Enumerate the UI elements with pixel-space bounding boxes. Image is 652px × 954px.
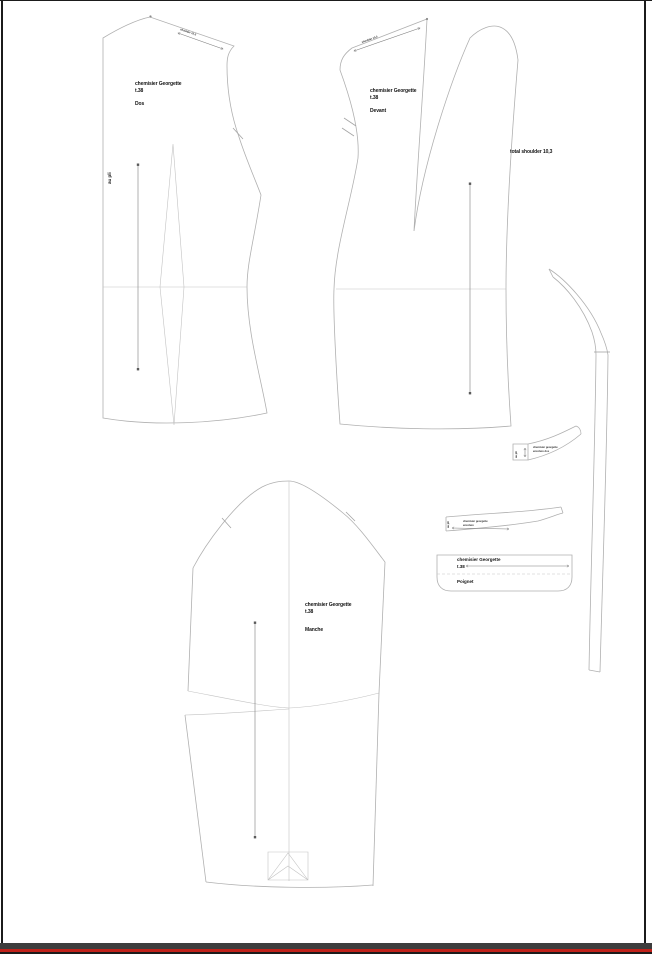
front-band-piece [549, 269, 610, 672]
cuff-name: Poignet [457, 579, 474, 584]
front-outline [334, 19, 518, 429]
sleeve-upper-seams [188, 562, 385, 693]
back-piece [103, 15, 267, 425]
sleeve-slash-lower [185, 709, 289, 715]
back-armhole-notch [233, 128, 243, 139]
collar-back-piece [513, 426, 581, 460]
back-dart [160, 144, 184, 425]
back-shoulder-point [149, 15, 151, 17]
back-outline [103, 17, 267, 423]
front-armhole-notches [342, 118, 356, 136]
page-border-top [0, 0, 652, 1]
band-end-caps [549, 269, 600, 672]
band-inner-edge [553, 277, 596, 670]
back-size: t.38 [135, 88, 144, 94]
sleeve-pleat-box [268, 852, 308, 880]
front-shoulder-point [426, 18, 428, 20]
sleeve-lower-seams [185, 693, 379, 886]
front-size: t.38 [370, 95, 379, 101]
sleeve-slash-upper [188, 691, 379, 708]
collar-front-band [446, 507, 563, 531]
collar-back-line1: chemisier georgette [533, 446, 558, 449]
collar-front-line2: encolure [463, 524, 474, 527]
collar-back-band [528, 426, 581, 460]
back-fold-label: au pli [107, 172, 112, 184]
sleeve-piece [185, 481, 385, 887]
back-shoulder-measure-arrow [178, 33, 223, 49]
back-name: Dos [135, 101, 145, 107]
sleeve-cap-notches [222, 512, 355, 528]
cuff-size: t.38 [457, 564, 465, 569]
page-border-left [1, 0, 3, 954]
front-title: chemisier Georgette [370, 88, 417, 94]
cuff-piece [437, 555, 572, 591]
sleeve-hem [206, 882, 373, 887]
band-outer-edge [549, 269, 608, 672]
back-title: chemisier Georgette [135, 81, 182, 87]
collar-front-fold-label: au pli [447, 521, 450, 528]
total-shoulder-note: total shoulder 10,3 [510, 149, 553, 155]
sleeve-title: chemisier Georgette [305, 602, 352, 608]
collar-front-piece [446, 507, 563, 531]
collar-back-fold-label: au pli [515, 451, 518, 458]
front-piece [334, 18, 553, 429]
cuff-title: chemisier Georgette [457, 557, 501, 562]
sleeve-name: Manche [305, 627, 324, 633]
page-border-right [644, 0, 646, 954]
front-name: Devant [370, 108, 387, 114]
back-shoulder-note: shoulder 10,3 [179, 28, 197, 37]
collar-back-line2: encolure dos [533, 450, 550, 453]
collar-front-line1: chemisier georgette [463, 520, 488, 523]
sleeve-size: t.38 [305, 609, 314, 615]
front-shoulder-note: shoulder 10,3 [361, 35, 379, 44]
